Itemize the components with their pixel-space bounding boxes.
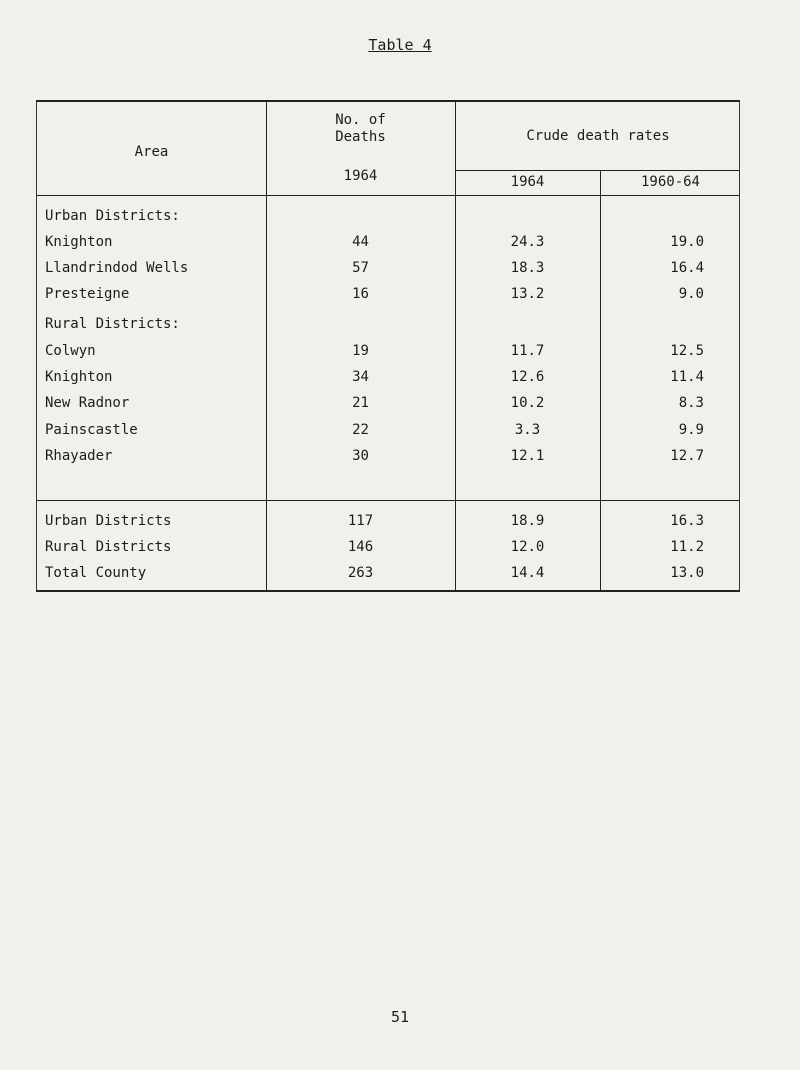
total-row-deaths: 117 bbox=[347, 513, 374, 529]
row-area: Llandrindod Wells bbox=[45, 260, 189, 276]
header-deaths-year: 1964 bbox=[343, 168, 378, 184]
row-rate-1960-64: 16.4 bbox=[670, 260, 704, 276]
row-deaths: 21 bbox=[352, 395, 369, 411]
section-heading-urban: Urban Districts: bbox=[45, 208, 180, 224]
row-area: Colwyn bbox=[45, 343, 96, 359]
page-number: 51 bbox=[390, 1008, 410, 1026]
row-deaths: 34 bbox=[352, 369, 369, 385]
death-rates-table bbox=[36, 100, 740, 592]
row-rate-1960-64: 9.9 bbox=[678, 422, 704, 438]
table-title: Table 4 bbox=[368, 36, 432, 54]
header-rule bbox=[37, 195, 739, 196]
row-rate-1960-64: 12.7 bbox=[670, 448, 704, 464]
totals-rule bbox=[37, 500, 739, 501]
crude-rates-underline bbox=[455, 170, 739, 171]
total-row-deaths: 263 bbox=[347, 565, 374, 581]
total-row-rate-1960-64: 11.2 bbox=[670, 539, 704, 555]
row-rate-1960-64: 9.0 bbox=[678, 286, 704, 302]
total-row-area: Rural Districts bbox=[45, 539, 172, 555]
row-rate-1960-64: 12.5 bbox=[670, 343, 704, 359]
row-rate-1960-64: 11.4 bbox=[670, 369, 704, 385]
row-deaths: 16 bbox=[352, 286, 369, 302]
row-deaths: 22 bbox=[352, 422, 369, 438]
row-rate-1964: 12.6 bbox=[510, 369, 545, 385]
row-area: Knighton bbox=[45, 234, 113, 250]
row-area: New Radnor bbox=[45, 395, 130, 411]
row-rate-1960-64: 19.0 bbox=[670, 234, 704, 250]
total-row-rate-1964: 12.0 bbox=[510, 539, 545, 555]
row-deaths: 44 bbox=[352, 234, 369, 250]
header-crude-rates: Crude death rates bbox=[526, 128, 670, 144]
header-deaths-line1: No. of bbox=[335, 112, 386, 128]
row-rate-1964: 18.3 bbox=[510, 260, 545, 276]
row-rate-1964: 10.2 bbox=[510, 395, 545, 411]
row-area: Presteigne bbox=[45, 286, 130, 302]
total-row-rate-1964: 14.4 bbox=[510, 565, 545, 581]
header-area: Area bbox=[134, 144, 169, 160]
row-deaths: 30 bbox=[352, 448, 369, 464]
header-deaths-line2: Deaths bbox=[335, 129, 386, 145]
header-rate-period: 1960-64 bbox=[640, 174, 700, 190]
total-row-rate-1960-64: 16.3 bbox=[670, 513, 704, 529]
row-rate-1964: 3.3 bbox=[514, 422, 541, 438]
total-row-rate-1964: 18.9 bbox=[510, 513, 545, 529]
section-heading-rural: Rural Districts: bbox=[45, 316, 180, 332]
row-area: Painscastle bbox=[45, 422, 138, 438]
total-row-deaths: 146 bbox=[347, 539, 374, 555]
row-rate-1964: 12.1 bbox=[510, 448, 545, 464]
row-rate-1960-64: 8.3 bbox=[678, 395, 704, 411]
header-rate-year: 1964 bbox=[510, 174, 545, 190]
row-deaths: 19 bbox=[352, 343, 369, 359]
row-area: Rhayader bbox=[45, 448, 113, 464]
row-rate-1964: 11.7 bbox=[510, 343, 545, 359]
row-area: Knighton bbox=[45, 369, 113, 385]
total-row-area: Total County bbox=[45, 565, 147, 581]
total-row-area: Urban Districts bbox=[45, 513, 172, 529]
row-rate-1964: 13.2 bbox=[510, 286, 545, 302]
row-deaths: 57 bbox=[352, 260, 369, 276]
row-rate-1964: 24.3 bbox=[510, 234, 545, 250]
total-row-rate-1960-64: 13.0 bbox=[670, 565, 704, 581]
